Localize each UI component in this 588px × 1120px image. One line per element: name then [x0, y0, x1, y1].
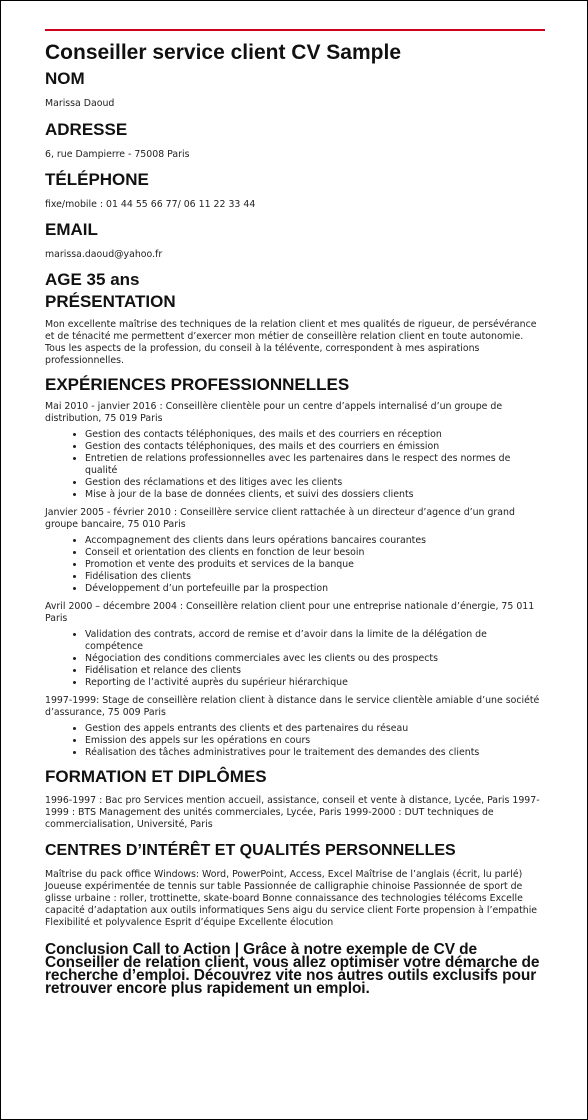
section-email: [45, 220, 545, 261]
heading-nom: NOM: [45, 69, 85, 88]
list-item: • Promotion et vente des produits et services de la banque: [85, 559, 545, 571]
job-title: 1997-1999: Stage de conseillère relation client à distance dans le service clientèle amiable d’une société d’assurance, 75 009 Paris: [45, 695, 540, 718]
list-item: • Accompagnement des clients dans leurs opérations bancaires courantes: [85, 535, 545, 547]
section-adresse: [45, 120, 545, 161]
list-item: • Fidélisation et relance des clients: [85, 665, 545, 677]
list-item: • Entretien de relations professionnelles avec les partenaires dans le respect des normes de qualité: [85, 453, 545, 477]
section-telephone: [45, 170, 545, 211]
value-nom: Marissa Daoud: [45, 98, 115, 109]
job-tasks: [45, 535, 545, 595]
heading-age: AGE 35 ans: [45, 270, 140, 289]
section-interets: [45, 841, 545, 929]
list-item: • Gestion des contacts téléphoniques, des mails et des courriers en réception: [85, 429, 545, 441]
job-title: Janvier 2005 - février 2010 : Conseillère service client rattachée à un directeur d’agence d’un grand groupe bancaire, 75 010 Paris: [45, 507, 515, 530]
list-item: • Mise à jour de la base de données clients, et suivi des dossiers clients: [85, 489, 545, 501]
heading-email: EMAIL: [45, 220, 98, 239]
list-item: • Validation des contrats, accord de remise et d’avoir dans la limite de la délégation de compétence: [85, 629, 545, 653]
accent-rule: [45, 29, 545, 31]
text-interets: Maîtrise du pack office Windows: Word, PowerPoint, Access, Excel Maîtrise de l’anglais (écrit, lu parlé) Joueuse expérimentée de tennis sur table Passionnée de calligraphie chinoise Passionnée de sport de glisse urbaine : roller, trottinette, skate-board Bonne connaissance des technologies télécoms Excelle capacité d’adaptation aux outils informatiques Sens aigu du service client Forte propension à l’empathie Flexibilité et polyvalence Esprit d’équipe Excellente élocution: [45, 869, 538, 928]
text-formation: 1996-1997 : Bac pro Services mention accueil, assistance, conseil et vente à distance, Lycée, Paris 1997-1999 : BTS Management des unités commerciales, Lycée, Paris 1999-2000 : DUT techniques de commercialisation, Université, Paris: [45, 795, 540, 830]
heading-interets: CENTRES D’INTÉRÊT ET QUALITÉS PERSONNELLES: [45, 842, 456, 859]
job-title: Mai 2010 - janvier 2016 : Conseillère clientèle pour un centre d’appels internalisé d’un groupe de distribution, 75 019 Paris: [45, 401, 503, 424]
list-item: • Négociation des conditions commerciales avec les clients ou des prospects: [85, 653, 545, 665]
section-nom: [45, 69, 545, 110]
list-item: • Réalisation des tâches administratives pour le traitement des demandes des clients: [85, 747, 545, 759]
job-tasks: [45, 723, 545, 759]
heading-experiences: EXPÉRIENCES PROFESSIONNELLES: [45, 375, 350, 394]
value-email: marissa.daoud@yahoo.fr: [45, 249, 163, 260]
list-item: • Conseil et orientation des clients en fonction de leur besoin: [85, 547, 545, 559]
conclusion-call-to-action: Conclusion Call to Action | Grâce à notre exemple de CV de Conseiller de relation client, vous allez optimiser votre démarche de recherche d’emploi. Découvrez vite nos autres outils exclusifs pour retrouver encore plus rapidement un emploi.: [45, 941, 540, 997]
value-telephone: fixe/mobile : 01 44 55 66 77/ 06 11 22 33 44: [45, 199, 256, 210]
section-experiences: [45, 375, 545, 759]
page-title: Conseiller service client CV Sample: [45, 41, 401, 64]
list-item: • Gestion des appels entrants des clients et des partenaires du réseau: [85, 723, 545, 735]
section-formation: [45, 767, 545, 831]
list-item: • Emission des appels sur les opérations en cours: [85, 735, 545, 747]
list-item: • Reporting de l’activité auprès du supérieur hiérarchique: [85, 677, 545, 689]
cv-content: [45, 41, 545, 995]
job-tasks: [45, 629, 545, 689]
heading-telephone: TÉLÉPHONE: [45, 170, 149, 189]
heading-adresse: ADRESSE: [45, 120, 128, 139]
section-presentation: [45, 292, 545, 367]
list-item: • Gestion des réclamations et des litiges avec les clients: [85, 477, 545, 489]
job-tasks: [45, 429, 545, 501]
list-item: • Fidélisation des clients: [85, 571, 545, 583]
job-title: Avril 2000 – décembre 2004 : Conseillère relation client pour une entreprise nationale d’énergie, 75 011 Paris: [45, 601, 535, 624]
list-item: • Gestion des contacts téléphoniques, des mails et des courriers en émission: [85, 441, 545, 453]
list-item: • Développement d’un portefeuille par la prospection: [85, 583, 545, 595]
heading-formation: FORMATION ET DIPLÔMES: [45, 767, 267, 786]
heading-presentation: PRÉSENTATION: [45, 292, 176, 311]
value-adresse: 6, rue Dampierre - 75008 Paris: [45, 149, 190, 160]
text-presentation: Mon excellente maîtrise des techniques de la relation client et mes qualités de rigueur, de persévérance et de ténacité me permettent d’exercer mon métier de conseillère relation client en toute autonomie. Tous les aspects de la profession, du conseil à la télévente, correspondent à mes aspirations professionnelles.: [45, 319, 537, 366]
